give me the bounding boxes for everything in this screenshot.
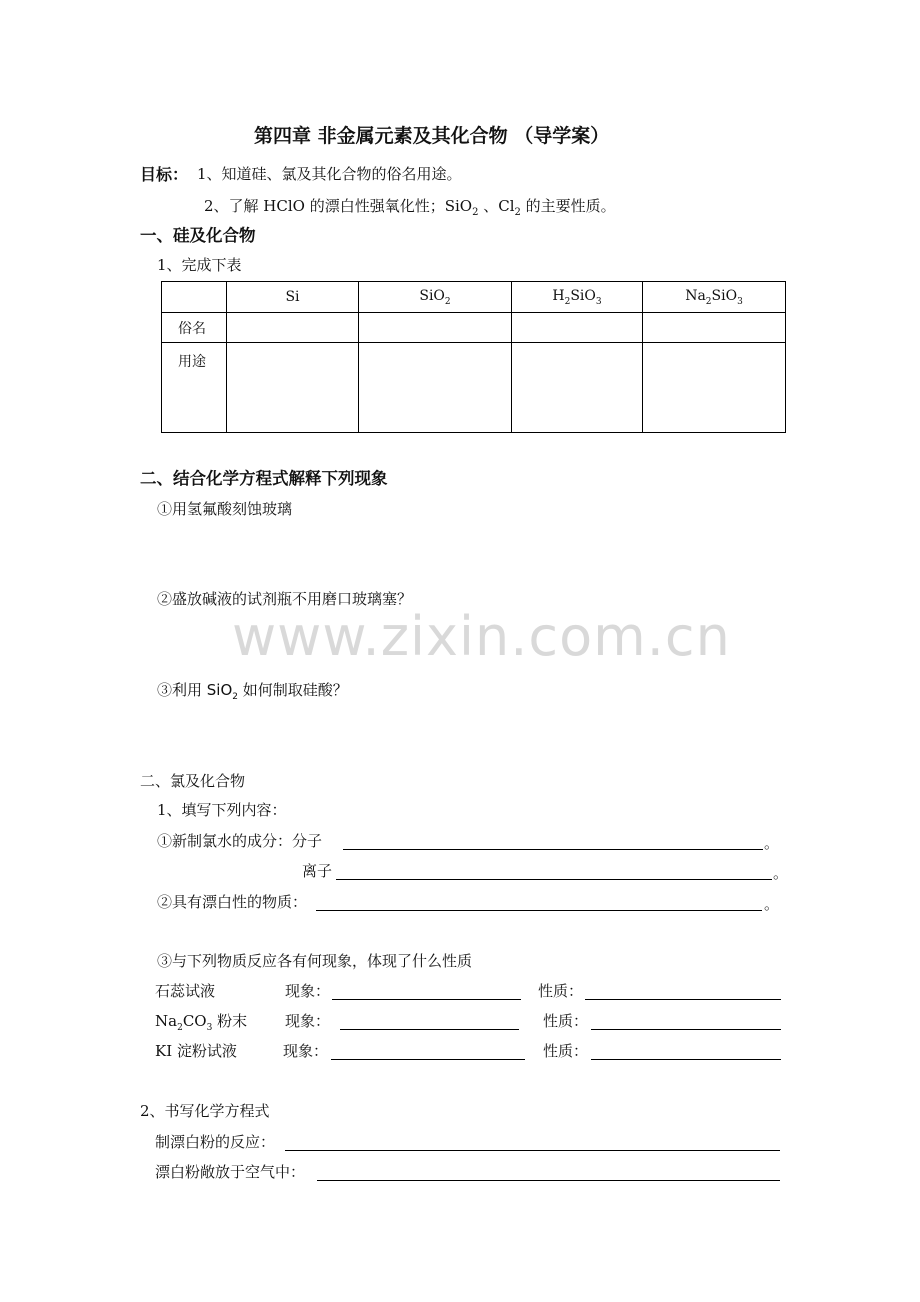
row-label-usage: 用途 — [162, 343, 227, 433]
table-cell[interactable] — [359, 313, 512, 343]
question-3: ③利用 SiO$_2$ 如何制取硅酸？ — [157, 681, 348, 702]
section-chlorine-heading: 二、氯及化合物 — [140, 772, 246, 790]
period: 。 — [764, 834, 780, 852]
equation-1-label: 制漂白粉的反应： — [155, 1133, 276, 1151]
watermark: www.zixin.com.cn — [232, 605, 731, 668]
property-line[interactable] — [591, 1029, 781, 1030]
header-si: Si — [227, 282, 359, 313]
question-2: ②盛放碱液的试剂瓶不用磨口玻璃塞？ — [157, 590, 413, 608]
property-line[interactable] — [591, 1059, 781, 1060]
silicon-table — [161, 281, 786, 433]
goal-label: 目标： — [140, 165, 189, 184]
page-title: 第四章 非金属元素及其化合物 （导学案） — [254, 125, 610, 147]
section-silicon-heading: 一、硅及化合物 — [140, 226, 256, 245]
header-na2sio3: $Na_2SiO_3$ — [643, 282, 786, 313]
table-cell[interactable] — [359, 343, 512, 433]
property-label: 性质： — [538, 982, 584, 1000]
table-cell[interactable] — [227, 313, 359, 343]
table-cell[interactable] — [643, 313, 786, 343]
fill-bleach-label: ②具有漂白性的物质： — [157, 893, 308, 911]
section-chlorine-sub2: 2、书写化学方程式 — [140, 1102, 270, 1120]
phenomenon-line[interactable] — [331, 1059, 525, 1060]
property-line[interactable] — [585, 999, 781, 1000]
table-corner-cell — [162, 282, 227, 313]
section-equations-heading: 二、结合化学方程式解释下列现象 — [140, 469, 388, 488]
table-cell[interactable] — [512, 313, 643, 343]
section-chlorine-sub1: 1、填写下列内容： — [157, 801, 287, 819]
goal-item-1: 1、知道硅、氯及其化合物的俗名用途。 — [197, 165, 462, 183]
phenomenon-line[interactable] — [332, 999, 521, 1000]
equation-2-label: 漂白粉敞放于空气中： — [155, 1163, 306, 1181]
header-h2sio3: $H_2SiO_3$ — [512, 282, 643, 313]
fill-bleach-line[interactable] — [316, 910, 762, 911]
row-label-common-name: 俗名 — [162, 313, 227, 343]
phenomenon-label: 现象： — [285, 1012, 331, 1030]
section-silicon-sub: 1、完成下表 — [157, 256, 242, 274]
period: 。 — [764, 895, 780, 913]
phenomenon-line[interactable] — [340, 1029, 519, 1030]
reaction-question: ③与下列物质反应各有何现象，体现了什么性质 — [157, 952, 473, 970]
property-label: 性质： — [543, 1012, 589, 1030]
equation-1-line[interactable] — [285, 1150, 780, 1151]
question-1: ①用氢氟酸刻蚀玻璃 — [157, 500, 293, 518]
fill-ions-line[interactable] — [336, 879, 772, 880]
fill-molecules-label: ①新制氯水的成分：分子 — [157, 832, 323, 850]
phenomenon-label: 现象： — [285, 982, 331, 1000]
reagent-na2co3: $Na_2CO_3$ 粉末 — [155, 1012, 248, 1033]
table-cell[interactable] — [512, 343, 643, 433]
fill-ions-label: 离子 — [302, 862, 333, 880]
equation-2-line[interactable] — [317, 1180, 780, 1181]
period: 。 — [773, 864, 789, 882]
fill-molecules-line[interactable] — [343, 849, 763, 850]
reagent-ki-starch: KI 淀粉试液 — [155, 1042, 237, 1060]
reagent-litmus: 石蕊试液 — [155, 982, 216, 1000]
property-label: 性质： — [543, 1042, 589, 1060]
table-cell[interactable] — [227, 343, 359, 433]
phenomenon-label: 现象： — [283, 1042, 329, 1060]
header-sio2: SiO$_2$ — [359, 282, 512, 313]
goal-item-2: 2、了解 HClO 的漂白性强氧化性；SiO$_2$ 、$Cl_2$ 的主要性质。 — [204, 197, 616, 218]
table-cell[interactable] — [643, 343, 786, 433]
